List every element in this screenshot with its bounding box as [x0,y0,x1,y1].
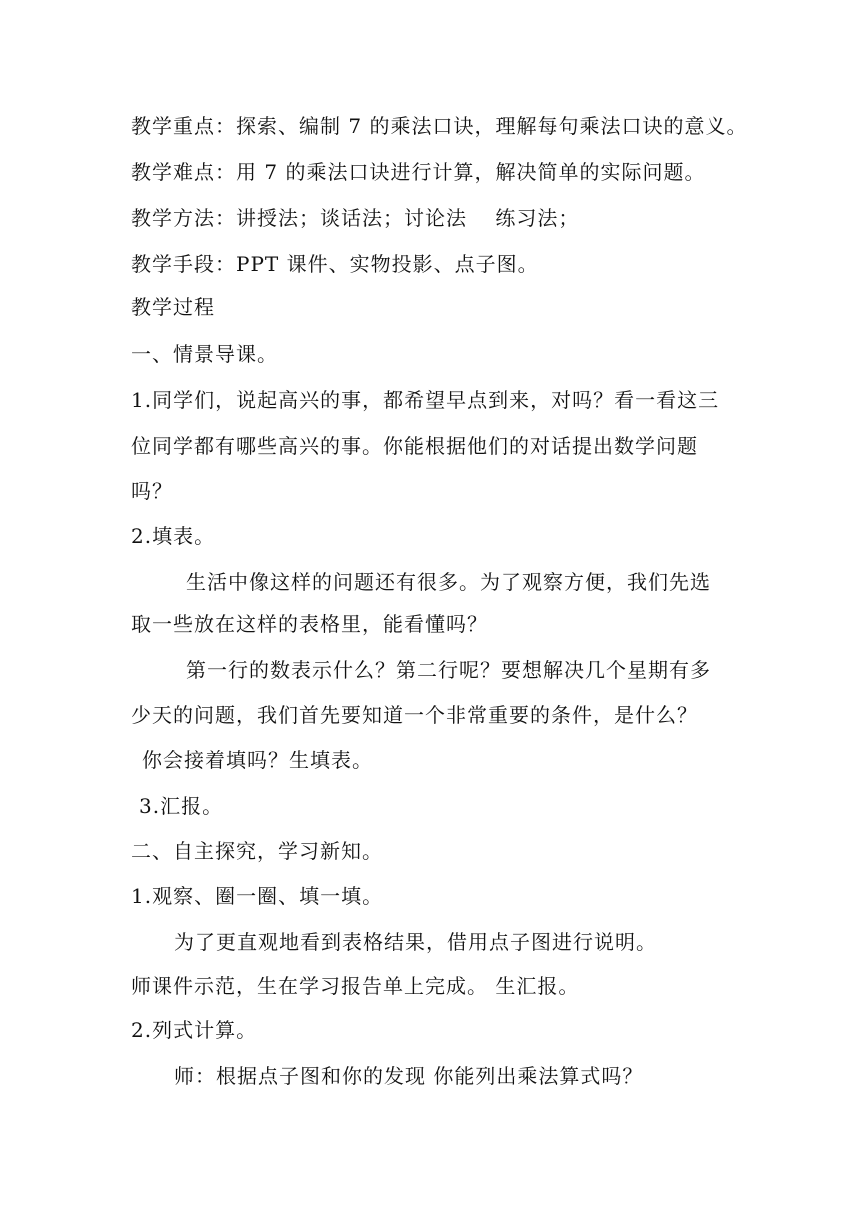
step-heading: 2.填表。 [131,524,216,548]
paragraph-line: 1.同学们，说起高兴的事，都希望早点到来，对吗？看一看这三 [131,388,720,412]
section-two-heading: 二、自主探究，学习新知。 [131,839,383,863]
paragraph-line: 师：根据点子图和你的发现 你能列出乘法算式吗？ [174,1064,644,1088]
paragraph-line: 师课件示范，生在学习报告单上完成。 生汇报。 [131,974,580,998]
paragraph-line: 取一些放在这样的表格里，能看懂吗？ [131,612,488,636]
step-heading: 1.观察、圈一圈、填一填。 [131,884,384,908]
teaching-means-line: 教学手段：PPT 课件、实物投影、点子图。 [131,252,539,276]
section-one-heading: 一、情景导课。 [131,342,278,366]
step-heading: 3.汇报。 [139,794,224,818]
paragraph-line: 少天的问题，我们首先要知道一个非常重要的条件，是什么？ [131,703,698,727]
teaching-difficulty-line: 教学难点：用 7 的乘法口诀进行计算，解决简单的实际问题。 [131,160,706,184]
paragraph-line: 你会接着填吗？生填表。 [142,748,373,772]
teaching-methods-line: 教学方法：讲授法；谈话法；讨论法 练习法； [131,206,580,230]
paragraph-line: 第一行的数表示什么？第二行呢？要想解决几个星期有多 [186,658,711,682]
teaching-focus-line: 教学重点：探索、编制 7 的乘法口诀，理解每句乘法口诀的意义。 [131,114,748,138]
paragraph-line: 位同学都有哪些高兴的事。你能根据他们的对话提出数学问题 [131,434,698,458]
paragraph-line: 生活中像这样的问题还有很多。为了观察方便，我们先选 [186,570,711,594]
paragraph-line: 吗？ [131,479,173,503]
paragraph-line: 为了更直观地看到表格结果，借用点子图进行说明。 [174,930,657,954]
step-heading: 2.列式计算。 [131,1018,258,1042]
teaching-process-heading: 教学过程 [131,295,215,319]
